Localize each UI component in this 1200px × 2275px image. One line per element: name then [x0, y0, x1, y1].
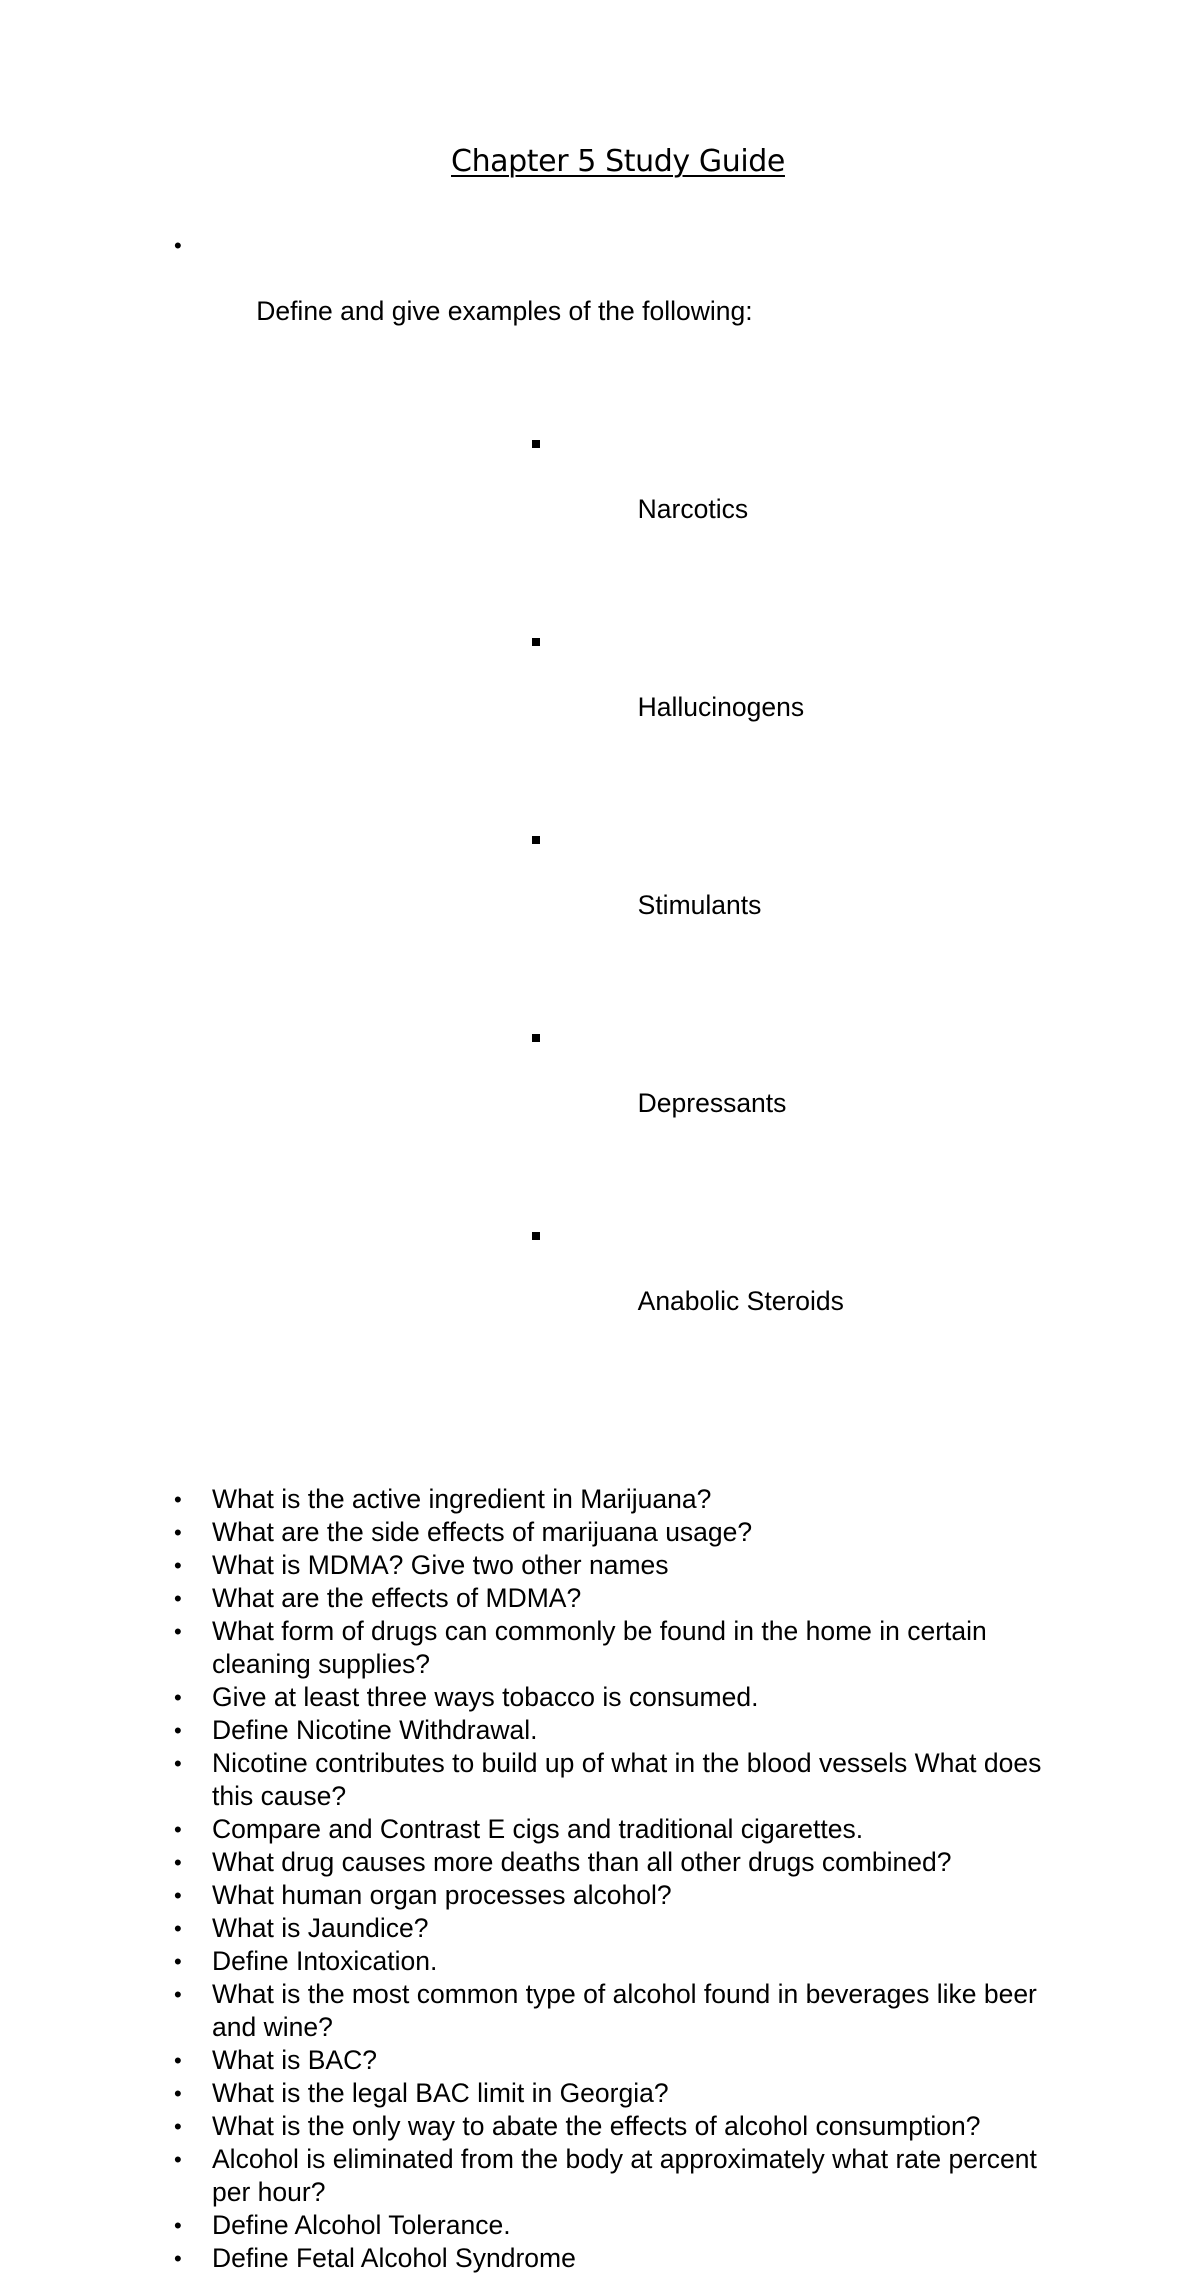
square-bullet-icon	[532, 638, 540, 646]
list-item-text: Nicotine contributes to build up of what in the blood vessels What does this cause?	[212, 1748, 1049, 1811]
list-item-text: What is the most common type of alcohol found in beverages like beer and wine?	[212, 1979, 1045, 2042]
list-item	[0, 1615, 1200, 1681]
bullet-icon: •	[174, 1751, 182, 1776]
list-item-text: What is the only way to abate the effects of alcohol consumption?	[212, 2111, 981, 2141]
bullet-icon: •	[174, 2213, 182, 2238]
list-item-text: What is the active ingredient in Marijuana?	[212, 1484, 712, 1514]
list-item	[0, 1978, 1200, 2044]
bullet-icon: •	[174, 1685, 182, 1710]
square-bullet-icon	[532, 1034, 540, 1042]
list-item	[0, 1879, 1200, 1912]
sublist	[212, 361, 1070, 1417]
bullet-icon: •	[174, 2081, 182, 2106]
list-item-text: What is the legal BAC limit in Georgia?	[212, 2078, 669, 2108]
list-item	[0, 1747, 1200, 1813]
bullet-icon: •	[174, 1883, 182, 1908]
bullet-icon: •	[174, 1487, 182, 1512]
list-item-text: Give at least three ways tobacco is consumed.	[212, 1682, 759, 1712]
list-item	[0, 1483, 1200, 1516]
list-item-text: Define Intoxication.	[212, 1946, 438, 1976]
bullet-icon: •	[174, 2246, 182, 2271]
list-item	[0, 2209, 1200, 2242]
sublist-item-text: Narcotics	[637, 494, 749, 524]
sublist-item	[212, 1021, 1070, 1153]
list-item	[0, 2143, 1200, 2209]
list-item	[0, 1582, 1200, 1615]
bullet-icon: •	[174, 1817, 182, 1842]
bullet-icon: •	[174, 1916, 182, 1941]
list-item-text: What is MDMA? Give two other names	[212, 1550, 669, 1580]
bullet-icon: •	[174, 1586, 182, 1611]
list-item	[0, 1813, 1200, 1846]
list-item	[0, 1549, 1200, 1582]
sublist-item	[212, 1219, 1070, 1351]
list-item	[0, 1516, 1200, 1549]
list-item-text: Alcohol is eliminated from the body at approximately what rate percent per hour?	[212, 2144, 1045, 2207]
page-title: Chapter 5 Study Guide	[451, 144, 785, 179]
list-item-text: Compare and Contrast E cigs and traditional cigarettes.	[212, 1814, 864, 1844]
bullet-icon: •	[174, 1619, 182, 1644]
list-item-text: What human organ processes alcohol?	[212, 1880, 672, 1910]
list-item	[0, 1846, 1200, 1879]
bullet-icon: •	[174, 2048, 182, 2073]
list-item	[0, 1912, 1200, 1945]
list-item	[0, 1945, 1200, 1978]
bullet-icon: •	[174, 1982, 182, 2007]
list-item-text: Define Nicotine Withdrawal.	[212, 1715, 538, 1745]
list-item-text: What is Jaundice?	[212, 1913, 429, 1943]
bullet-icon: •	[174, 233, 182, 258]
list-item	[0, 2044, 1200, 2077]
list-item-text: What form of drugs can commonly be found in the home in certain cleaning supplies?	[212, 1616, 995, 1679]
list-item-text: What are the side effects of marijuana usage?	[212, 1517, 753, 1547]
bullet-icon: •	[174, 1718, 182, 1743]
list-item-text: What drug causes more deaths than all other drugs combined?	[212, 1847, 952, 1877]
list-item-intro	[0, 229, 1200, 1483]
bullet-icon: •	[174, 1553, 182, 1578]
square-bullet-icon	[532, 440, 540, 448]
sublist-item	[212, 823, 1070, 955]
list-item-text: What is BAC?	[212, 2045, 377, 2075]
list-item-text: Define Fetal Alcohol Syndrome	[212, 2243, 576, 2273]
bullet-icon: •	[174, 2114, 182, 2139]
square-bullet-icon	[532, 1232, 540, 1240]
bullet-icon: •	[174, 1520, 182, 1545]
square-bullet-icon	[532, 836, 540, 844]
sublist-item	[212, 427, 1070, 559]
list-item	[0, 2242, 1200, 2275]
bullet-icon: •	[174, 1949, 182, 1974]
sublist-item	[212, 625, 1070, 757]
bullet-icon: •	[174, 1850, 182, 1875]
list-item-text: What are the effects of MDMA?	[212, 1583, 582, 1613]
study-guide-list	[0, 229, 1200, 2275]
sublist-item-text: Stimulants	[637, 890, 762, 920]
list-item	[0, 2077, 1200, 2110]
bullet-icon: •	[174, 2147, 182, 2172]
list-item	[0, 2110, 1200, 2143]
sublist-item-text: Hallucinogens	[637, 692, 805, 722]
list-item-text: Define Alcohol Tolerance.	[212, 2210, 511, 2240]
list-item-text: Define and give examples of the following:	[256, 296, 753, 326]
list-item	[0, 1681, 1200, 1714]
sublist-item-text: Anabolic Steroids	[637, 1286, 844, 1316]
list-item	[0, 1714, 1200, 1747]
sublist-item-text: Depressants	[637, 1088, 787, 1118]
